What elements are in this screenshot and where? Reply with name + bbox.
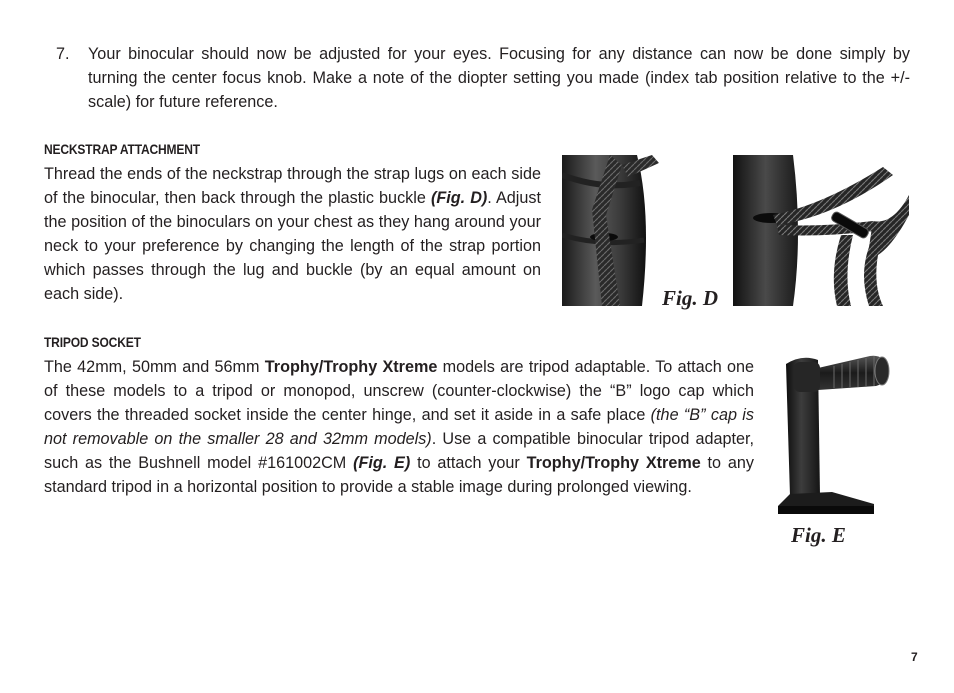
fig-d-reference: (Fig. D) <box>430 189 488 207</box>
fig-d-label: Fig. D <box>662 286 719 310</box>
page-number: 7 <box>911 650 918 664</box>
brand-name-2: Trophy/Trophy Xtreme <box>526 454 701 472</box>
fig-d-photo-buckle <box>733 155 909 306</box>
tripod-text-1: The 42mm, 50mm and 56mm <box>44 358 265 376</box>
neckstrap-text-1: Thread the ends of the neckstrap through the strap lugs on each side of the binocular, then back through the plastic buckle <box>44 165 541 207</box>
tripod-note: (the “B” cap is not removable on the smaller 28 and 32mm models) <box>44 406 754 448</box>
fig-e-photo-tripod-adapter <box>772 346 894 520</box>
neckstrap-paragraph <box>44 162 541 306</box>
fig-e-reference: (Fig. E) <box>353 454 411 472</box>
step-text: Your binocular should now be adjusted for your eyes. Focusing for any distance can now be done simply by turning the center focus knob. Make a note of the diopter setting you made (index tab position relative to the +/- scale) for future reference. <box>88 45 910 111</box>
step-number: 7. <box>56 45 70 63</box>
neckstrap-heading: NECKSTRAP ATTACHMENT <box>44 141 200 157</box>
fig-e-label: Fig. E <box>791 523 846 547</box>
neckstrap-text-2: . Adjust the position of the binoculars on your chest as they hang around your neck to your preference by changing the length of the strap portion which passes through the lug and buckle (by an equal amount on each side). <box>44 189 541 303</box>
tripod-text-3: . Use a compatible binocular tripod adapter, such as the Bushnell model #161002CM <box>44 430 754 472</box>
brand-name-1: Trophy/Trophy Xtreme <box>264 358 438 376</box>
step-7 <box>44 42 910 114</box>
tripod-text-2: models are tripod adaptable. To attach one of these models to a tripod or monopod, unscrew (counter-clockwise) the “B” logo cap which covers the threaded socket inside the center hinge, and set it aside in a safe place <box>44 358 754 424</box>
tripod-text-5: to any standard tripod in a horizontal position to provide a stable image during prolonged viewing. <box>44 454 754 496</box>
tripod-text-4: to attach your <box>410 454 527 472</box>
tripod-heading: TRIPOD SOCKET <box>44 334 141 350</box>
fig-d-photo-strap-lug <box>562 155 659 306</box>
tripod-paragraph <box>44 355 754 499</box>
